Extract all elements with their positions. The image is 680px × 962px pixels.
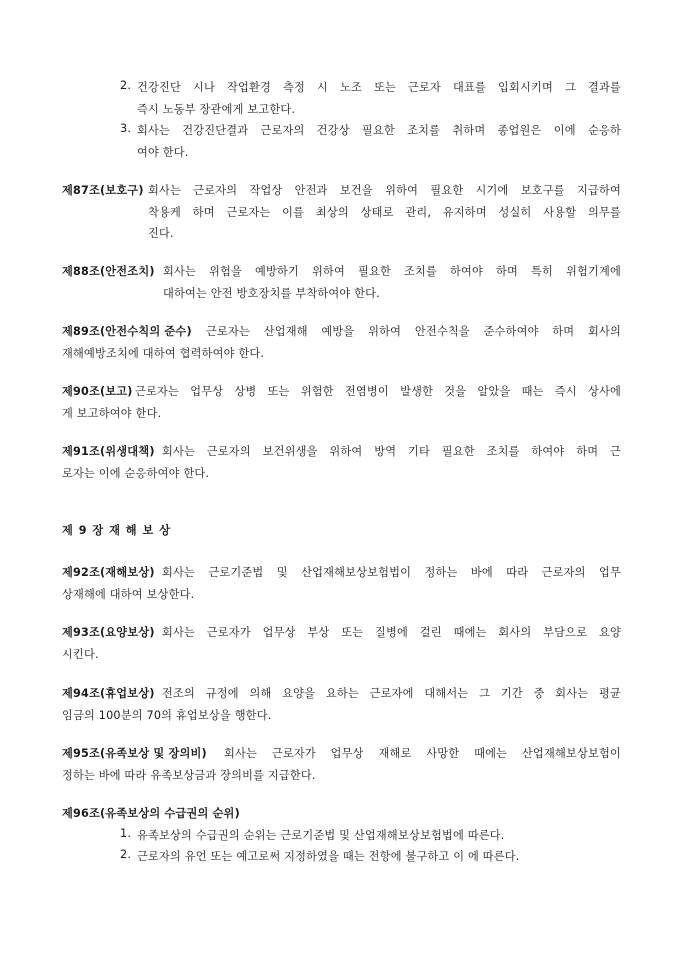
list-item-text: 여야 한다. (137, 146, 189, 159)
article-text: 근로자는 업무상 상병 또는 위험한 전염병이 발생한 것을 알았을 때는 즉시 상사에 (135, 385, 621, 398)
article-heading: 제89조(안전수칙의 준수) (62, 325, 192, 338)
article-heading: 제96조(유족보상의 수급권의 순위) (62, 807, 240, 820)
article-text: 시킨다. (62, 648, 99, 661)
article-text: 회사는 위험을 예방하기 위하여 필요한 조치를 하여야 하며 특히 위험기계에 (163, 265, 621, 278)
article-heading: 제90조(보고) (62, 385, 133, 398)
article-text: 진다. (148, 227, 174, 240)
article-text: 회사는 근로자의 작업상 안전과 보건을 위하여 필요한 시기에 보호구를 지급하여 (148, 184, 621, 197)
article-text: 상재해에 대하여 보상한다. (62, 588, 195, 601)
article-text: 전조의 규정에 의해 요양을 요하는 근로자에 대해서는 그 기간 중 회사는 평균 (162, 687, 621, 700)
article-text: 게 보고하여야 한다. (62, 407, 162, 420)
article-text: 회사는 근로기준법 및 산업재해보상보험법이 정하는 바에 따라 근로자의 업무 (162, 566, 621, 579)
chapter-title: 제 9 장 재 해 보 상 (62, 524, 171, 537)
list-item-text: 근로자의 유언 또는 예고로써 지정하였을 때는 전항에 불구하고 이 에 따른다. (137, 850, 520, 863)
article-heading: 제87조(보호구) (62, 184, 144, 197)
article-heading: 제94조(휴업보상) (62, 687, 155, 700)
article-text: 회사는 근로자가 업무상 부상 또는 질병에 걸린 때에는 회사의 부담으로 요양 (162, 626, 621, 639)
article-text: 정하는 바에 따라 유족보상금과 장의비를 지급한다. (62, 769, 316, 782)
article-heading: 제92조(재해보상) (62, 566, 155, 579)
article-text: 대하여는 안전 방호장치를 부착하여야 한다. (163, 287, 380, 300)
list-item-text: 회사는 건강진단결과 근로자의 건강상 필요한 조치를 취하며 종업원은 이에 순응하 (137, 124, 621, 137)
list-item-number: 1. (120, 827, 132, 840)
list-item-number: 2. (120, 848, 132, 861)
list-item-text: 건강진단 시나 작업환경 측정 시 노조 또는 근로자 대표를 입회시키며 그 결과를 (137, 81, 621, 94)
article-heading: 제88조(안전조치) (62, 265, 155, 278)
list-item-number: 3. (120, 122, 132, 135)
article-heading: 제91조(위생대책) (62, 445, 155, 458)
article-heading: 제95조(유족보상 및 장의비) (62, 747, 207, 760)
list-item-text: 유족보상의 수급권의 순위는 근로기준법 및 산업재해보상보험법에 따른다. (137, 829, 505, 842)
article-text: 착용케 하며 근로자는 이를 최상의 상태로 관리, 유지하며 성실히 사용할 의무를 (148, 206, 621, 219)
article-text: 임금의 100분의 70의 휴업보상을 행한다. (62, 709, 272, 722)
article-text: 회사는 근로자의 보건위생을 위하여 방역 기타 필요한 조치를 하여야 하며 근 (162, 445, 621, 458)
list-item-number: 2. (120, 79, 132, 92)
article-heading: 제93조(요양보상) (62, 626, 155, 639)
article-text: 회사는 근로자가 업무상 재해로 사망한 때에는 산업재해보상보험이 (224, 747, 621, 760)
article-text: 근로자는 산업재해 예방을 위하여 안전수칙을 준수하여야 하며 회사의 (206, 325, 621, 338)
article-text: 로자는 이에 순응하여야 한다. (62, 467, 210, 480)
article-text: 재해예방조치에 대하여 협력하여야 한다. (62, 347, 265, 360)
list-item-text: 즉시 노동부 장관에게 보고한다. (137, 103, 296, 116)
